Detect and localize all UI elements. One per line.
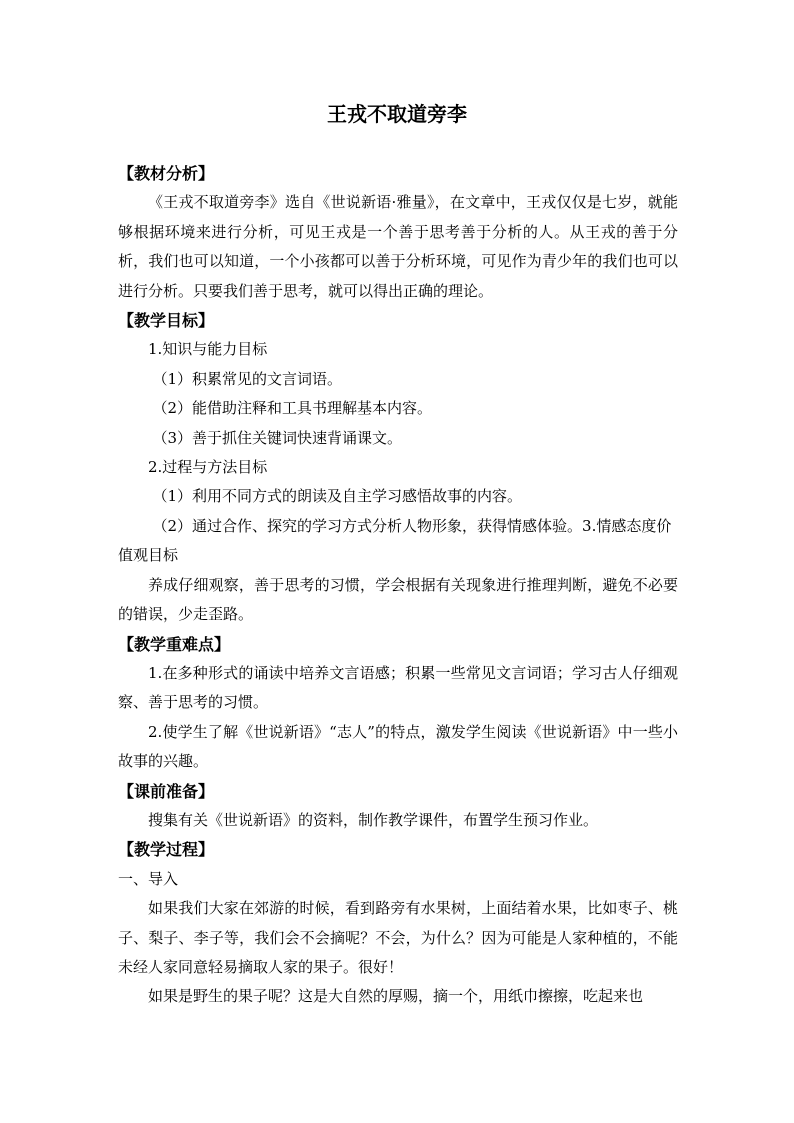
section-heading-process: 【教学过程】 bbox=[118, 840, 215, 860]
goal-knowledge-3: （3）善于抓住关键词快速背诵课文。 bbox=[152, 428, 403, 447]
goal-process-2: （2）通过合作、探究的学习方式分析人物形象，获得情感体验。3.情感态度价值观目标 bbox=[118, 516, 672, 565]
process-paragraph-2: 如果是野生的果子呢？这是大自然的厚赐，摘一个，用纸巾擦擦，吃起来也 bbox=[148, 987, 644, 1006]
section-heading-analysis: 【教材分析】 bbox=[118, 164, 215, 183]
goal-process-1: （1）利用不同方式的朗读及自主学习感悟故事的内容。 bbox=[152, 487, 523, 506]
key-point-2: 2.使学生了解《世说新语》“志人”的特点，激发学生阅读《世说新语》中一些小故事的兴趣。 bbox=[118, 722, 678, 771]
key-point-1: 1.在多种形式的诵读中培养文言语感；积累一些常见文言词语；学习古人仔细观察、善于思考的习惯。 bbox=[118, 663, 678, 712]
process-step-intro: 一、导入 bbox=[118, 869, 179, 888]
goal-knowledge-2: （2）能借助注释和工具书理解基本内容。 bbox=[152, 399, 433, 418]
section-heading-preparation: 【课前准备】 bbox=[118, 781, 215, 801]
preparation-paragraph: 搜集有关《世说新语》的资料，制作教学课件，布置学生预习作业。 bbox=[148, 810, 599, 829]
goal-knowledge: 1.知识与能力目标 bbox=[148, 340, 268, 359]
goal-knowledge-1: （1）积累常见的文言词语。 bbox=[152, 369, 343, 388]
document-title: 王戎不取道旁李 bbox=[327, 102, 467, 126]
section-heading-goals: 【教学目标】 bbox=[118, 311, 215, 331]
section-heading-key-points: 【教学重难点】 bbox=[118, 634, 231, 654]
document-body bbox=[118, 159, 678, 1012]
goal-attitude-text: 养成仔细观察，善于思考的习惯，学会根据有关现象进行推理判断，避免不必要的错误，少走歪路。 bbox=[118, 575, 678, 624]
process-paragraph-1: 如果我们大家在郊游的时候，看到路旁有水果树，上面结着水果，比如枣子、桃子、梨子、李子等，我们会不会摘呢？不会，为什么？因为可能是人家种植的，不能未经人家同意轻易摘取人家的果子。很好！ bbox=[118, 899, 678, 976]
goal-process: 2.过程与方法目标 bbox=[148, 458, 268, 477]
analysis-paragraph: 《王戎不取道旁李》选自《世说新语·雅量》，在文章中，王戎仅仅是七岁，就能够根据环境来进行分析，可见王戎是一个善于思考善于分析的人。从王戎的善于分析，我们也可以知道，一个小孩都可以善于分析环境，可见作为青少年的我们也可以进行分析。只要我们善于思考，就可以得出正确的理论。 bbox=[118, 193, 678, 300]
